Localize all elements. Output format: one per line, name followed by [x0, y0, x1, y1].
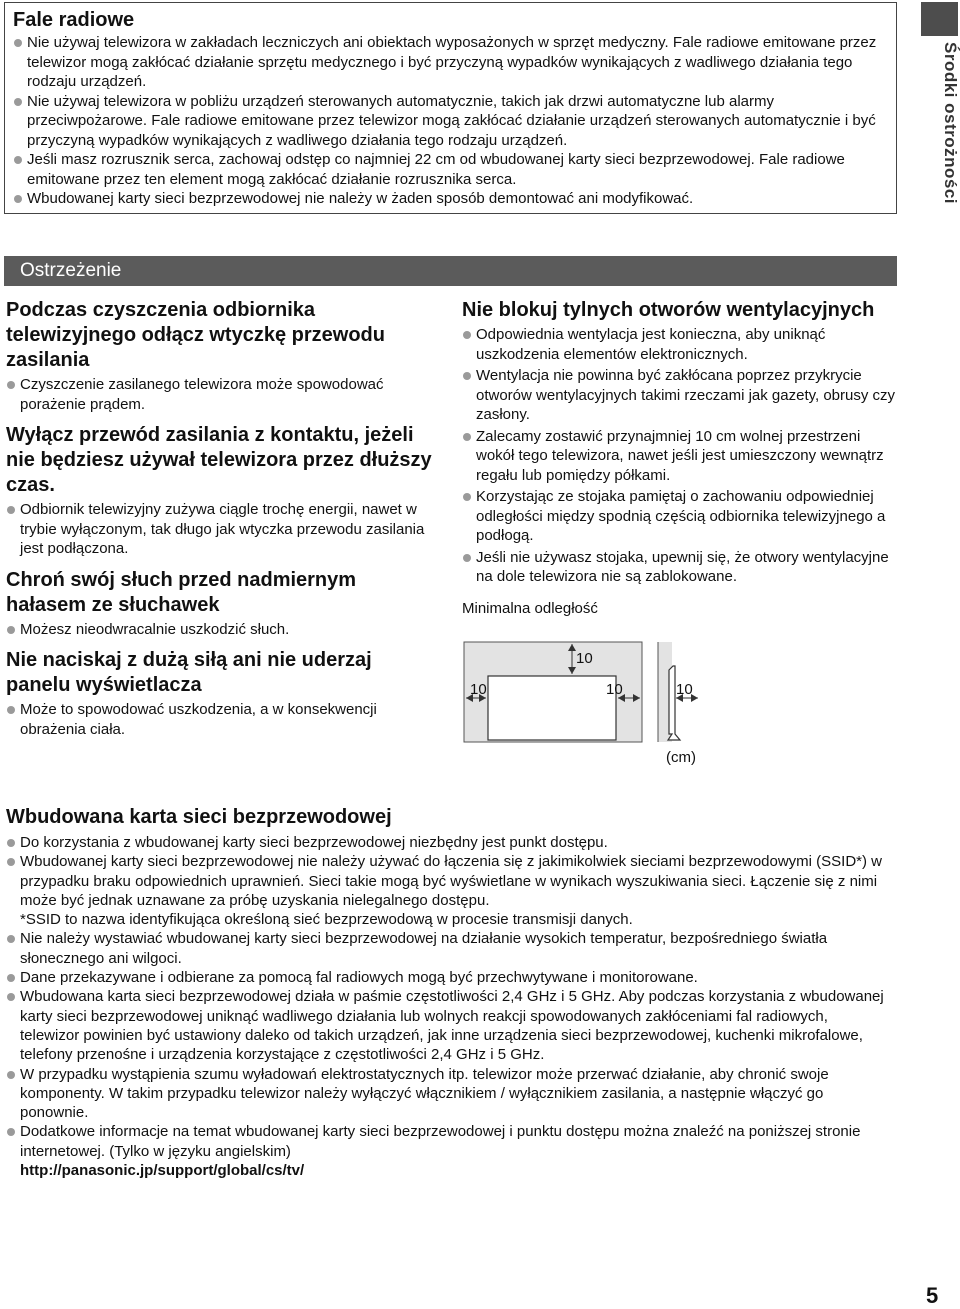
radio-bullet-1: Nie używaj telewizora w zakładach leczniczych ani obiektach wyposażonych w sprzęt medyczny. Fale radiowe emitowane przez telewizor mogą zakłócać działanie sprzętu medycznego i być przyczyną wypadków wynikających z wadliwego działania tego rodzaju urządzeń.	[13, 33, 888, 92]
min-distance-label: Minimalna odległość	[462, 599, 598, 617]
clearance-left-value: 10	[470, 681, 487, 698]
wireless-bullet-1: Do korzystania z wbudowanej karty sieci bezprzewodowej niezbędny jest punkt dostępu.	[6, 833, 886, 852]
right-column	[462, 298, 902, 618]
panel-heading: Nie naciskaj z dużą siłą ani nie uderzaj panelu wyświetlacza	[6, 649, 372, 696]
cleaning-heading: Podczas czyszczenia odbiornika telewizyjnego odłącz wtyczkę przewodu zasilania	[6, 299, 385, 371]
warning-label: Ostrzeżenie	[20, 260, 122, 281]
left-column	[6, 298, 436, 739]
ventilation-bullet-4: Korzystając ze stojaka pamiętaj o zachowaniu odpowiedniej odległości między spodnią częścią odbiornika telewizyjnego a podłogą.	[462, 487, 902, 546]
unplug-heading: Wyłącz przewód zasilania z kontaktu, jeżeli nie będziesz używał telewizora przez dłuższy czas.	[6, 424, 432, 496]
radio-waves-box	[4, 2, 897, 214]
tv-front-icon	[488, 676, 616, 740]
unit-label: (cm)	[666, 749, 696, 766]
section-tab-marker	[921, 2, 958, 36]
ventilation-bullet-2: Wentylacja nie powinna być zakłócana poprzez przykrycie otworów wentylacyjnych takimi rzeczami jak gazety, obrusy czy zasłony.	[462, 366, 902, 425]
radio-bullet-4: Wbudowanej karty sieci bezprzewodowej nie należy w żaden sposób demontować ani modyfikować.	[13, 189, 888, 209]
warning-header-bar	[4, 256, 897, 286]
radio-waves-title: Fale radiowe	[13, 9, 135, 31]
wireless-bullet-7: Dodatkowe informacje na temat wbudowanej karty sieci bezprzewodowej i punktu dostępu można znaleźć na poniższej stronie internetowej. (Tylko w języku angielskim)	[6, 1122, 886, 1161]
clearance-top-value: 10	[576, 650, 593, 667]
hearing-heading: Chroń swój słuch przed nadmiernym hałasem ze słuchawek	[6, 568, 357, 616]
wireless-bullet-6: W przypadku wystąpienia szumu wyładowań elektrostatycznych itp. telewizor może przerwać działanie, aby chronić swoje komponenty. W takim przypadku telewizor należy wyłączyć włącznikiem / wyłącznikiem zasilania, a następnie włączyć go ponownie.	[6, 1065, 886, 1123]
unplug-bullet: Odbiornik telewizyjny zużywa ciągle trochę energii, nawet w trybie wyłączonym, tak długo jak wtyczka przewodu zasilania jest podłączona.	[6, 500, 436, 559]
clearance-side-value: 10	[676, 681, 693, 698]
wireless-bullet-3: Nie należy wystawiać wbudowanej karty sieci bezprzewodowej na działanie wysokich temperatur, bezpośredniego światła słonecznego ani wilgoci.	[6, 929, 886, 968]
clearance-right-value: 10	[606, 681, 623, 698]
ssid-note: *SSID to nazwa identyfikująca określoną sieć bezprzewodową w procesie transmisji danych.	[20, 911, 633, 929]
page-number: 5	[926, 1283, 939, 1308]
clearance-diagram	[462, 636, 702, 766]
radio-bullet-2: Nie używaj telewizora w pobliżu urządzeń sterowanych automatycznie, takich jak drzwi automatyczne lub alarmy przeciwpożarowe. Fale radiowe emitowane przez telewizor mogą zakłócać działanie urządzeń sterowanych automatycznie i być przyczyną wypadków wynikających z wadliwego działania tego rodzaju urządzeń.	[13, 92, 888, 151]
ventilation-bullet-5: Jeśli nie używasz stojaka, upewnij się, że otwory wentylacyjne na dole telewizora nie są zablokowane.	[462, 548, 902, 587]
section-side-label: Środki ostrożności	[941, 42, 960, 205]
panel-bullet: Może to spowodować uszkodzenia, a w konsekwencji obrażenia ciała.	[6, 700, 436, 739]
ventilation-bullet-1: Odpowiednia wentylacja jest konieczna, aby uniknąć uszkodzenia elementów elektronicznych.	[462, 325, 902, 364]
ventilation-heading: Nie blokuj tylnych otworów wentylacyjnych	[462, 299, 875, 321]
cleaning-bullet: Czyszczenie zasilanego telewizora może spowodować porażenie prądem.	[6, 375, 436, 414]
wireless-heading: Wbudowana karta sieci bezprzewodowej	[6, 806, 392, 828]
wireless-bullet-4: Dane przekazywane i odbierane za pomocą fal radiowych mogą być przechwytywane i monitorowane.	[6, 968, 886, 987]
tv-side-icon	[668, 666, 680, 740]
radio-bullet-3: Jeśli masz rozrusznik serca, zachowaj odstęp co najmniej 22 cm od wbudowanej karty sieci bezprzewodowej. Fale radiowe emitowane przez ten element mogą zakłócać działanie rozrusznika serca.	[13, 150, 888, 189]
wireless-bullet-5: Wbudowana karta sieci bezprzewodowej działa w paśmie częstotliwości 2,4 GHz i 5 GHz. Aby podczas korzystania z wbudowanej karty sieci bezprzewodowej uniknąć wadliwego działania lub wolnych reakcji spowodowanych zakłóceniami fal radiowych, telewizor powinien być ustawiony daleko od takich urządzeń, jak inne urządzenia sieci bezprzewodowej, kuchenki mikrofalowe, telefony przenośne i urządzenia korzystające z częstotliwości 2,4 GHz i 5 GHz.	[6, 987, 886, 1064]
wireless-section	[6, 805, 886, 1180]
support-url-link[interactable]: http://panasonic.jp/support/global/cs/tv/	[20, 1162, 305, 1180]
ventilation-bullet-3: Zalecamy zostawić przynajmniej 10 cm wolnej przestrzeni wokół tego telewizora, nawet jeśli jest umieszczony wewnątrz regału lub pomiędzy półkami.	[462, 427, 902, 486]
wireless-bullet-2: Wbudowanej karty sieci bezprzewodowej nie należy używać do łączenia się z jakimikolwiek sieciami bezprzewodowymi (SSID*) w przypadku braku odpowiednich uprawnień. Sieci takie mogą być wyświetlane w wynikach wyszukiwania sieci. Łączenie się z nimi może być jednak uznawane za próbę uzyskania nielegalnego dostępu.	[6, 852, 886, 910]
hearing-bullet: Możesz nieodwracalnie uszkodzić słuch.	[6, 620, 436, 640]
